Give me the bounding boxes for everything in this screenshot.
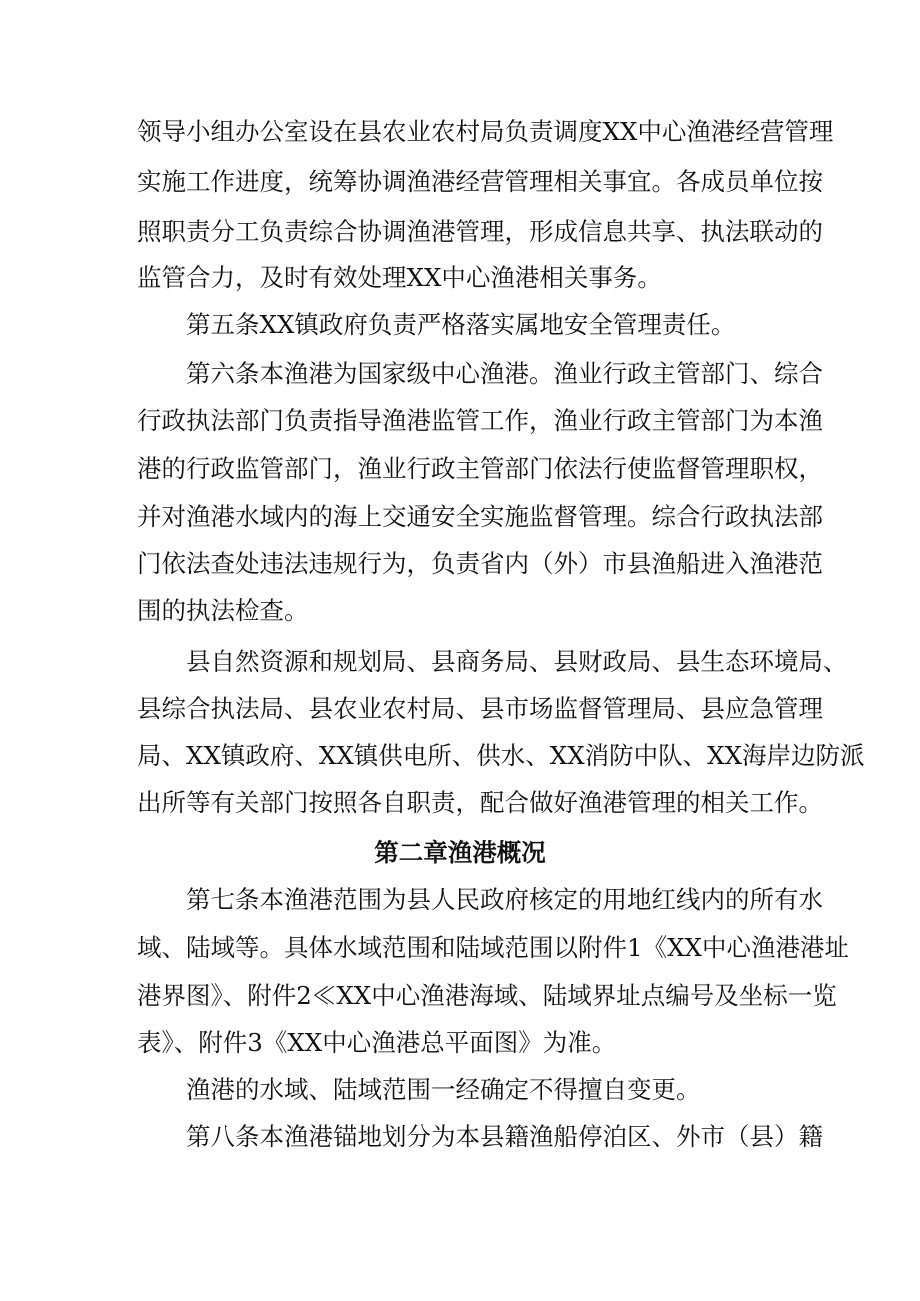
text-line: 县综合执法局、县农业农村局、县市场监督管理局、县应急管理 xyxy=(137,694,823,723)
text-line: 表》、附件3《XX中心渔港总平面图》为准。 xyxy=(137,1028,617,1057)
text-line: 照职责分工负责综合协调渔港管理，形成信息共享、执法联动的 xyxy=(137,217,823,246)
text-line: 港界图》、附件2≪XX中心渔港海域、陆域界址点编号及坐标一览 xyxy=(137,981,837,1010)
text-line: 领导小组办公室设在县农业农村局负责调度XX中心渔港经营管理 xyxy=(137,117,834,146)
text-line: 渔港的水域、陆域范围一经确定不得擅自变更。 xyxy=(186,1075,701,1104)
text-line: 出所等有关部门按照各自职责，配合做好渔港管理的相关工作。 xyxy=(137,788,823,817)
text-line: 围的执法检查。 xyxy=(137,596,309,625)
text-line: 港的行政监管部门，渔业行政主管部门依法行使监督管理职权， xyxy=(137,454,823,483)
text-line: 第六条本渔港为国家级中心渔港。渔业行政主管部门、综合 xyxy=(186,359,823,388)
text-line: 第五条XX镇政府负责严格落实属地安全管理责任。 xyxy=(186,310,736,339)
text-line: 监管合力，及时有效处理XX中心渔港相关事务。 xyxy=(137,263,662,292)
text-line: 并对渔港水域内的海上交通安全实施监督管理。综合行政执法部 xyxy=(137,502,823,531)
text-line: 第八条本渔港锚地划分为本县籍渔船停泊区、外市（县）籍 xyxy=(186,1122,823,1151)
text-line: 实施工作进度，统筹协调渔港经营管理相关事宜。各成员单位按 xyxy=(137,167,823,196)
chapter-heading: 第二章渔港概况 xyxy=(374,838,546,867)
text-line: 行政执法部门负责指导渔港监管工作，渔业行政主管部门为本渔 xyxy=(137,406,823,435)
text-line: 第七条本渔港范围为县人民政府核定的用地红线内的所有水 xyxy=(186,885,823,914)
text-line: 县自然资源和规划局、县商务局、县财政局、县生态环境局、 xyxy=(186,647,848,676)
text-line: 域、陆域等。具体水域范围和陆域范围以附件1《XX中心渔港港址 xyxy=(137,933,849,962)
text-line: 局、XX镇政府、XX镇供电所、供水、XX消防中队、XX海岸边防派 xyxy=(137,741,865,770)
text-line: 门依法查处违法违规行为，负责省内（外）市县渔船进入渔港范 xyxy=(137,549,823,578)
